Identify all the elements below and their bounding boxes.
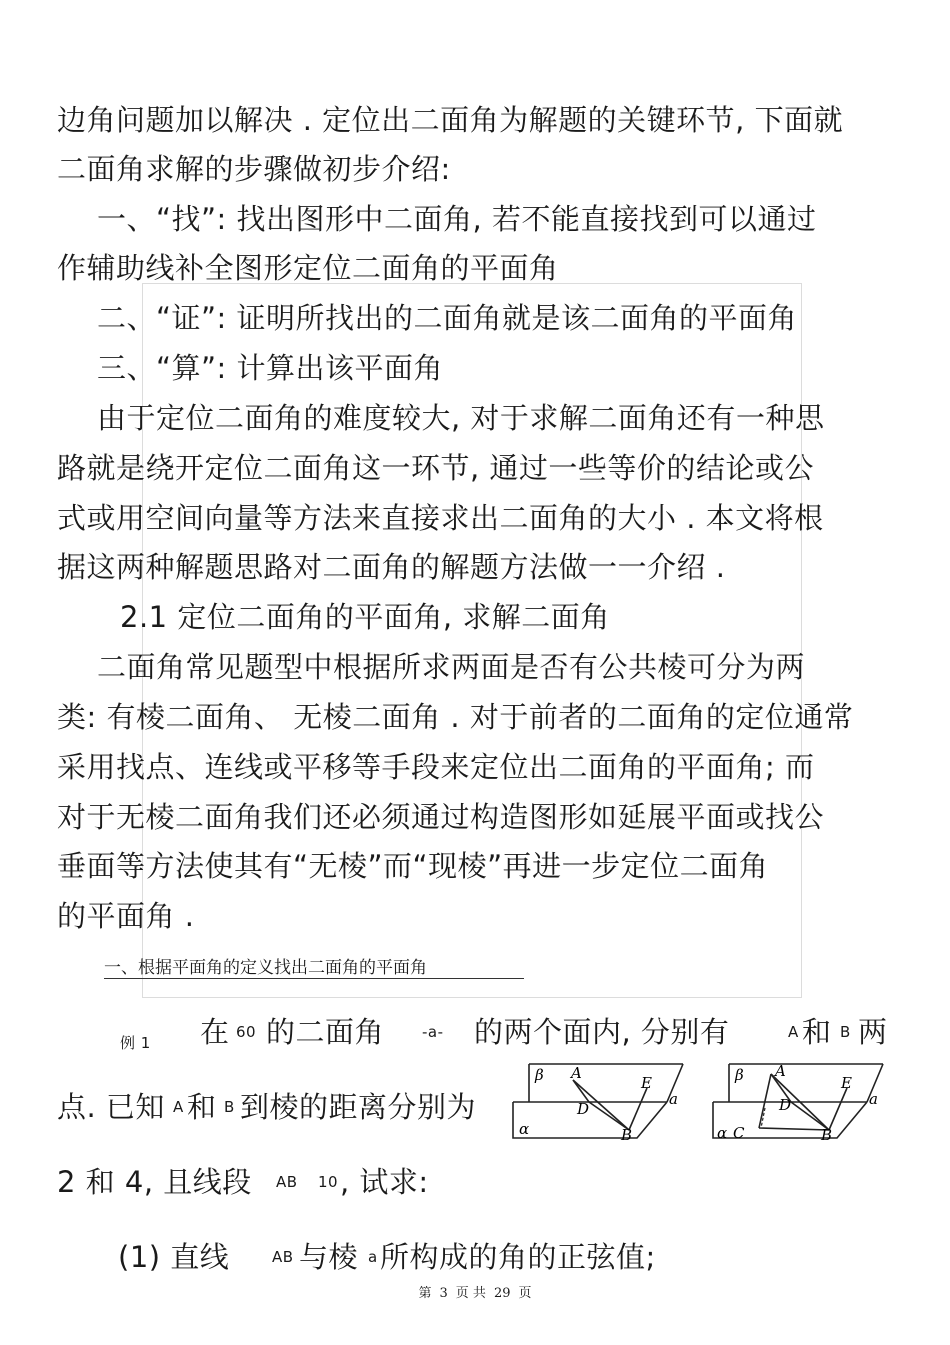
example-text: , 试求: [340, 1165, 429, 1199]
background-frame [142, 283, 802, 998]
example-text: 2 和 4, 且线段 [57, 1165, 252, 1199]
paragraph-line: 作辅助线补全图形定位二面角的平面角 [57, 251, 559, 285]
paragraph-line: 二面角求解的步骤做初步介绍: [57, 152, 451, 186]
point-b: B [840, 1023, 851, 1041]
paragraph-line: 由于定位二面角的难度较大, 对于求解二面角还有一种思 [97, 401, 825, 435]
point-b: B [224, 1098, 235, 1116]
example-text: 两 [858, 1015, 888, 1049]
footer-suffix: 页 [518, 1286, 532, 1301]
label-beta: β [735, 1066, 744, 1084]
footer-page-number: 3 [439, 1286, 448, 1301]
paragraph-line: 二面角常见题型中根据所求两面是否有公共棱可分为两 [97, 650, 806, 684]
question-text: (1) 直线 [118, 1240, 230, 1274]
question-text: 与棱 [299, 1240, 359, 1274]
example-text: 点. 已知 [57, 1090, 165, 1124]
point-a: A [173, 1098, 184, 1116]
label-alpha: α [717, 1124, 728, 1142]
footer-total-pages: 29 [493, 1286, 511, 1301]
paragraph-line: 的平面角 . [57, 899, 195, 933]
label-D: D [577, 1100, 590, 1118]
label-alpha: α [519, 1120, 530, 1138]
example-text: 的两个面内, 分别有 [474, 1015, 730, 1049]
paragraph-line: 一、“找”: 找出图形中二面角, 若不能直接找到可以通过 [97, 202, 817, 236]
label-a: a [869, 1090, 878, 1108]
paragraph-line: 垂面等方法使其有“无棱”而“现棱”再进一步定位二面角 [57, 849, 769, 883]
label-C: C [733, 1124, 745, 1142]
paragraph-line: 边角问题加以解决 . 定位出二面角为解题的关键环节, 下面就 [57, 103, 844, 137]
paragraph-line: 路就是绕开定位二面角这一环节, 通过一些等价的结论或公 [57, 451, 814, 485]
dihedral-figure-2 [707, 1058, 885, 1144]
degree-value: 60 [236, 1023, 257, 1041]
footer-mid: 页 共 [455, 1286, 486, 1301]
dihedral-symbol: -a- [422, 1023, 444, 1041]
paragraph-line: 式或用空间向量等方法来直接求出二面角的大小 . 本文将根 [57, 501, 824, 535]
paragraph-line: 据这两种解题思路对二面角的解题方法做一一介绍 . [57, 550, 726, 584]
paragraph-line: 采用找点、连线或平移等手段来定位出二面角的平面角; 而 [57, 750, 815, 784]
segment-ab: AB [276, 1173, 298, 1191]
label-beta: β [535, 1066, 544, 1084]
edge-a: a [368, 1248, 378, 1266]
point-a: A [788, 1023, 799, 1041]
example-text: 和 [187, 1090, 217, 1124]
page-footer [0, 1282, 950, 1301]
label-B: B [621, 1126, 633, 1144]
example-text: 的二面角 [266, 1015, 385, 1049]
example-text: 和 [802, 1015, 832, 1049]
segment-ab: AB [272, 1248, 294, 1266]
segment-length: 10 [318, 1173, 339, 1191]
example-text: 在 [200, 1015, 230, 1049]
paragraph-line: 类: 有棱二面角、 无棱二面角 . 对于前者的二面角的定位通常 [57, 700, 854, 734]
example-text: 到棱的距离分别为 [240, 1090, 477, 1124]
section-heading: 2.1 定位二面角的平面角, 求解二面角 [120, 600, 610, 634]
label-E: E [841, 1074, 852, 1092]
paragraph-line: 三、“算”: 计算出该平面角 [97, 351, 444, 385]
label-B: B [821, 1126, 833, 1144]
question-text: 所构成的角的正弦值; [380, 1240, 656, 1274]
paragraph-line: 二、“证”: 证明所找出的二面角就是该二面角的平面角 [97, 301, 798, 335]
label-E: E [641, 1074, 652, 1092]
subheading: 一、根据平面角的定义找出二面角的平面角 [104, 958, 427, 978]
example-label: 例 1 [120, 1034, 151, 1052]
label-A: A [775, 1062, 786, 1080]
label-A: A [571, 1064, 582, 1082]
paragraph-line: 对于无棱二面角我们还必须通过构造图形如延展平面或找公 [57, 800, 825, 834]
label-a: a [669, 1090, 678, 1108]
label-D: D [779, 1096, 792, 1114]
dihedral-figure-1 [507, 1058, 685, 1144]
footer-prefix: 第 [418, 1286, 432, 1301]
subheading-underline [104, 978, 524, 979]
